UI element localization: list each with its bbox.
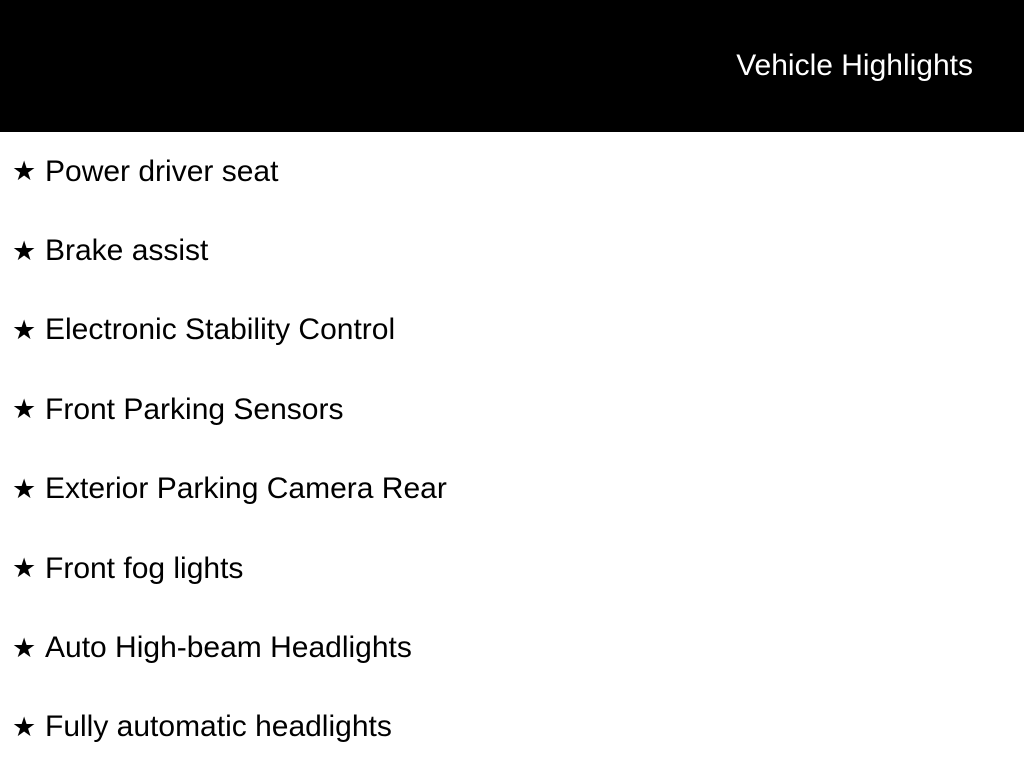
highlight-item bbox=[0, 370, 1024, 449]
highlight-label: Exterior Parking Camera Rear bbox=[45, 472, 447, 506]
highlight-label: Electronic Stability Control bbox=[45, 313, 396, 347]
star-icon: ★ bbox=[12, 156, 37, 188]
page-title: Vehicle Highlights bbox=[736, 49, 973, 82]
highlights-list bbox=[0, 132, 1024, 767]
highlight-item bbox=[0, 132, 1024, 211]
star-icon: ★ bbox=[12, 235, 37, 267]
highlight-label: Power driver seat bbox=[45, 154, 279, 188]
highlight-label: Fully automatic headlights bbox=[45, 710, 392, 744]
star-icon: ★ bbox=[12, 473, 37, 505]
star-icon: ★ bbox=[12, 394, 37, 426]
star-icon: ★ bbox=[12, 553, 37, 585]
page-header bbox=[0, 0, 1024, 132]
star-icon: ★ bbox=[12, 314, 37, 346]
highlight-item bbox=[0, 608, 1024, 687]
highlight-item bbox=[0, 529, 1024, 608]
star-icon: ★ bbox=[12, 632, 37, 664]
highlight-item bbox=[0, 291, 1024, 370]
highlight-item bbox=[0, 688, 1024, 767]
highlight-label: Front Parking Sensors bbox=[45, 392, 344, 426]
highlight-item bbox=[0, 211, 1024, 290]
highlight-label: Auto High-beam Headlights bbox=[45, 631, 412, 665]
highlight-label: Front fog lights bbox=[45, 551, 244, 585]
star-icon: ★ bbox=[12, 711, 37, 743]
highlight-label: Brake assist bbox=[45, 234, 209, 268]
highlight-item bbox=[0, 450, 1024, 529]
